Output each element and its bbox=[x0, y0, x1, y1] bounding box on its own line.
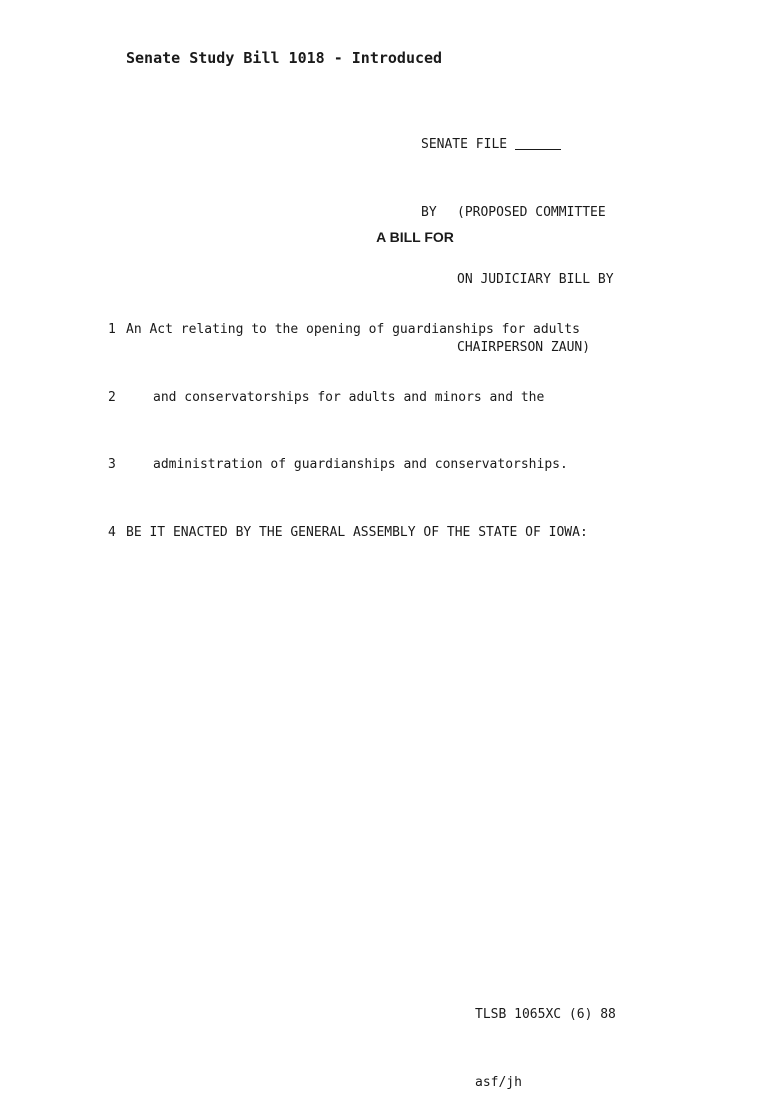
line-number: 3 bbox=[108, 457, 116, 472]
line-text: An Act relating to the opening of guardianships for adults bbox=[126, 322, 580, 337]
footer bbox=[475, 959, 616, 1117]
footer-initials: asf/jh bbox=[475, 1074, 522, 1090]
sponsor-line: (PROPOSED COMMITTEE bbox=[457, 204, 606, 220]
line-text: BE IT ENACTED BY THE GENERAL ASSEMBLY OF THE STATE OF IOWA: bbox=[126, 524, 588, 540]
bill-line bbox=[108, 319, 588, 342]
senate-file-number-blank bbox=[515, 134, 561, 150]
page-title: Senate Study Bill 1018 - Introduced bbox=[126, 49, 443, 67]
sponsor-line: ON JUDICIARY BILL BY bbox=[457, 272, 614, 287]
sponsor-by-label: BY bbox=[421, 204, 437, 220]
sponsor-line: CHAIRPERSON ZAUN) bbox=[457, 339, 591, 355]
bill-line bbox=[108, 387, 588, 410]
sponsor-by-row bbox=[421, 202, 614, 225]
bill-line bbox=[108, 522, 588, 545]
senate-file-label: SENATE FILE bbox=[421, 137, 508, 152]
bill-heading: A BILL FOR bbox=[376, 229, 454, 245]
line-number: 2 bbox=[108, 389, 116, 405]
line-number: 1 bbox=[108, 322, 116, 337]
bill-line bbox=[108, 454, 588, 477]
line-number: 4 bbox=[108, 524, 116, 540]
footer-code: TLSB 1065XC (6) 88 bbox=[475, 1007, 616, 1022]
line-text: and conservatorships for adults and minors and the bbox=[153, 389, 545, 405]
bill-text bbox=[108, 274, 588, 567]
line-text: administration of guardianships and conservatorships. bbox=[153, 457, 568, 472]
senate-file-row bbox=[421, 134, 614, 157]
